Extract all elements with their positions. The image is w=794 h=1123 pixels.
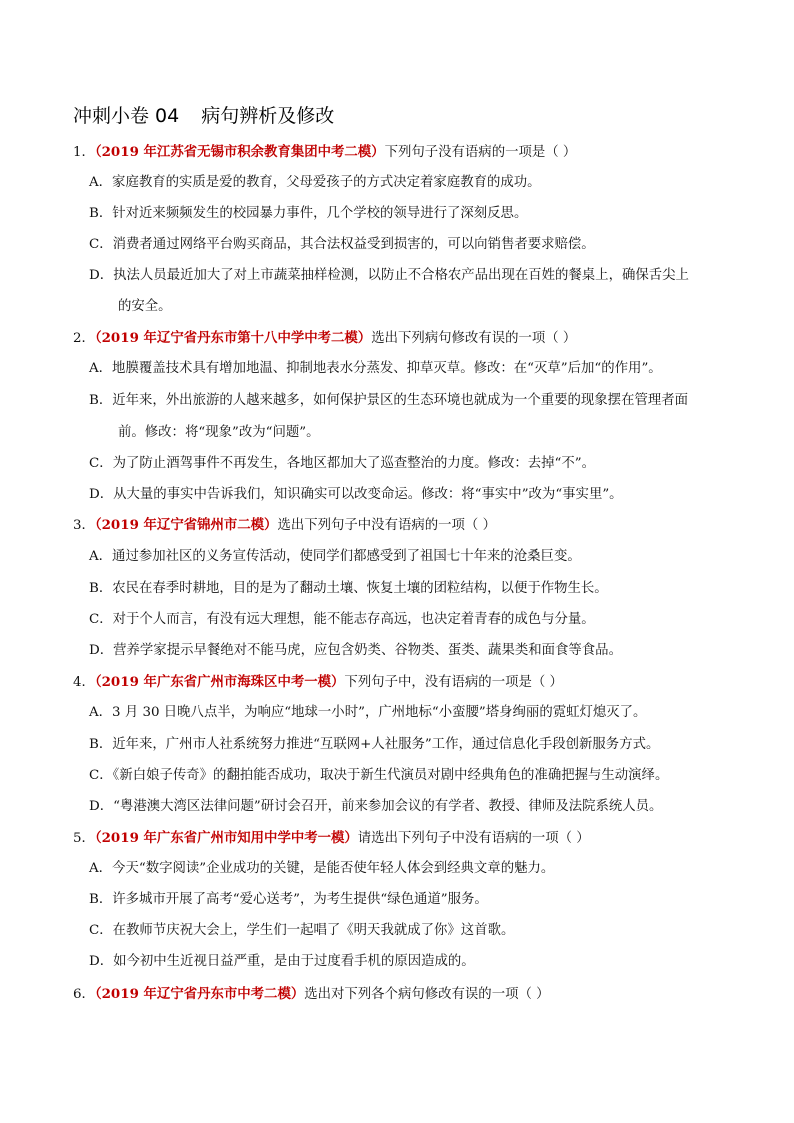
question-stem: 选出对下列各个病句修改有误的一项（ ） xyxy=(304,987,550,1002)
option-c: C．消费者通过网络平台购买商品，其合法权益受到损害的，可以向销售者要求赔偿。 xyxy=(89,237,595,252)
question-source: （2019 年广东省广州市海珠区中考一模） xyxy=(94,674,345,690)
option-b: B．针对近来频频发生的校园暴力事件，几个学校的领导进行了深刻反思。 xyxy=(89,206,528,221)
question-3: 3．（2019 年辽宁省锦州市二模）选出下列句子中没有语病的一项（ ） xyxy=(73,517,496,533)
question-stem: 选出下列句子中没有语病的一项（ ） xyxy=(277,518,496,533)
title-main: 冲刺小卷 04 xyxy=(73,105,180,127)
question-stem: 选出下列病句修改有误的一项（ ） xyxy=(371,331,577,346)
question-5: 5．（2019 年广东省广州市知用中学中考一模）请选出下列句子中没有语病的一项（ ） xyxy=(73,830,590,846)
option-b: B．近年来，外出旅游的人越来越多，如何保护景区的生态环境也就成为一个重要的现象摆在管理者面 xyxy=(89,393,689,408)
question-source: （2019 年辽宁省丹东市第十八中学中考二模） xyxy=(94,330,372,346)
option-a: A．3 月 30 日晚八点半，为响应“地球一小时”，广州地标“小蛮腰”塔身绚丽的霓虹灯熄灭了。 xyxy=(89,705,647,720)
title-sub: 病句辨析及修改 xyxy=(201,105,335,127)
page-title xyxy=(73,101,334,128)
question-source: （2019 年广东省广州市知用中学中考一模） xyxy=(94,830,358,846)
option-d: D．营养学家提示早餐绝对不能马虎，应包含奶类、谷物类、蛋类、蔬果类和面食等食品。 xyxy=(89,643,622,658)
option-d-continuation: 的安全。 xyxy=(118,299,172,314)
option-b: B．许多城市开展了高考“爱心送考”，为考生提供“绿色通道”服务。 xyxy=(89,892,488,907)
option-d: D．“粤港澳大湾区法律问题”研讨会召开，前来参加会议的有学者、教授、律师及法院系统人员。 xyxy=(89,799,663,814)
option-c: C．为了防止酒驾事件不再发生，各地区都加大了巡查整治的力度。修改：去掉“不”。 xyxy=(89,456,595,471)
question-stem: 下列句子没有语病的一项是（ ） xyxy=(384,145,577,160)
question-source: （2019 年辽宁省丹东市中考二模） xyxy=(94,986,305,1002)
option-d: D．执法人员最近加大了对上市蔬菜抽样检测，以防止不合格农产品出现在百姓的餐桌上，确保舌尖上 xyxy=(89,268,689,283)
option-b-continuation: 前。修改：将“现象”改为“问题”。 xyxy=(118,425,320,440)
option-a: A．今天“数字阅读”企业成功的关键，是能否使年轻人体会到经典文章的魅力。 xyxy=(89,861,555,876)
question-stem: 下列句子中，没有语病的一项是（ ） xyxy=(344,675,563,690)
question-stem: 请选出下列句子中没有语病的一项（ ） xyxy=(357,831,590,846)
option-b: B．农民在春季时耕地，目的是为了翻动土壤、恢复土壤的团粒结构，以便于作物生长。 xyxy=(89,581,608,596)
option-c: C．在教师节庆祝大会上，学生们一起唱了《明天我就成了你》这首歌。 xyxy=(89,923,515,938)
question-2: 2．（2019 年辽宁省丹东市第十八中学中考二模）选出下列病句修改有误的一项（ ） xyxy=(73,330,577,346)
question-source: （2019 年江苏省无锡市积余教育集团中考二模） xyxy=(94,144,385,160)
option-c: C．《新白娘子传奇》的翻拍能否成功，取决于新生代演员对剧中经典角色的准确把握与生动演绎。 xyxy=(89,768,669,783)
option-b: B．近年来，广州市人社系统努力推进“互联网+人社服务”工作，通过信息化手段创新服务方式。 xyxy=(89,737,660,752)
option-d: D．如今初中生近视日益严重，是由于过度看手机的原因造成的。 xyxy=(89,954,475,969)
option-c: C．对于个人而言，有没有远大理想，能不能志存高远，也决定着青春的成色与分量。 xyxy=(89,612,595,627)
option-d: D．从大量的事实中告诉我们，知识确实可以改变命运。修改：将“事实中”改为“事实里”。 xyxy=(89,487,623,502)
option-a: A．通过参加社区的义务宣传活动，使同学们都感受到了祖国七十年来的沧桑巨变。 xyxy=(89,549,581,564)
question-6: 6．（2019 年辽宁省丹东市中考二模）选出对下列各个病句修改有误的一项（ ） xyxy=(73,986,550,1002)
option-a: A．家庭教育的实质是爱的教育，父母爱孩子的方式决定着家庭教育的成功。 xyxy=(89,175,541,190)
question-4: 4．（2019 年广东省广州市海珠区中考一模）下列句子中，没有语病的一项是（ ） xyxy=(73,674,563,690)
question-source: （2019 年辽宁省锦州市二模） xyxy=(94,517,278,533)
question-1: 1．（2019 年江苏省无锡市积余教育集团中考二模）下列句子没有语病的一项是（ ） xyxy=(73,144,577,160)
option-a: A．地膜覆盖技术具有增加地温、抑制地表水分蒸发、抑草灭草。修改：在“灭草”后加“的作用”。 xyxy=(89,361,662,376)
